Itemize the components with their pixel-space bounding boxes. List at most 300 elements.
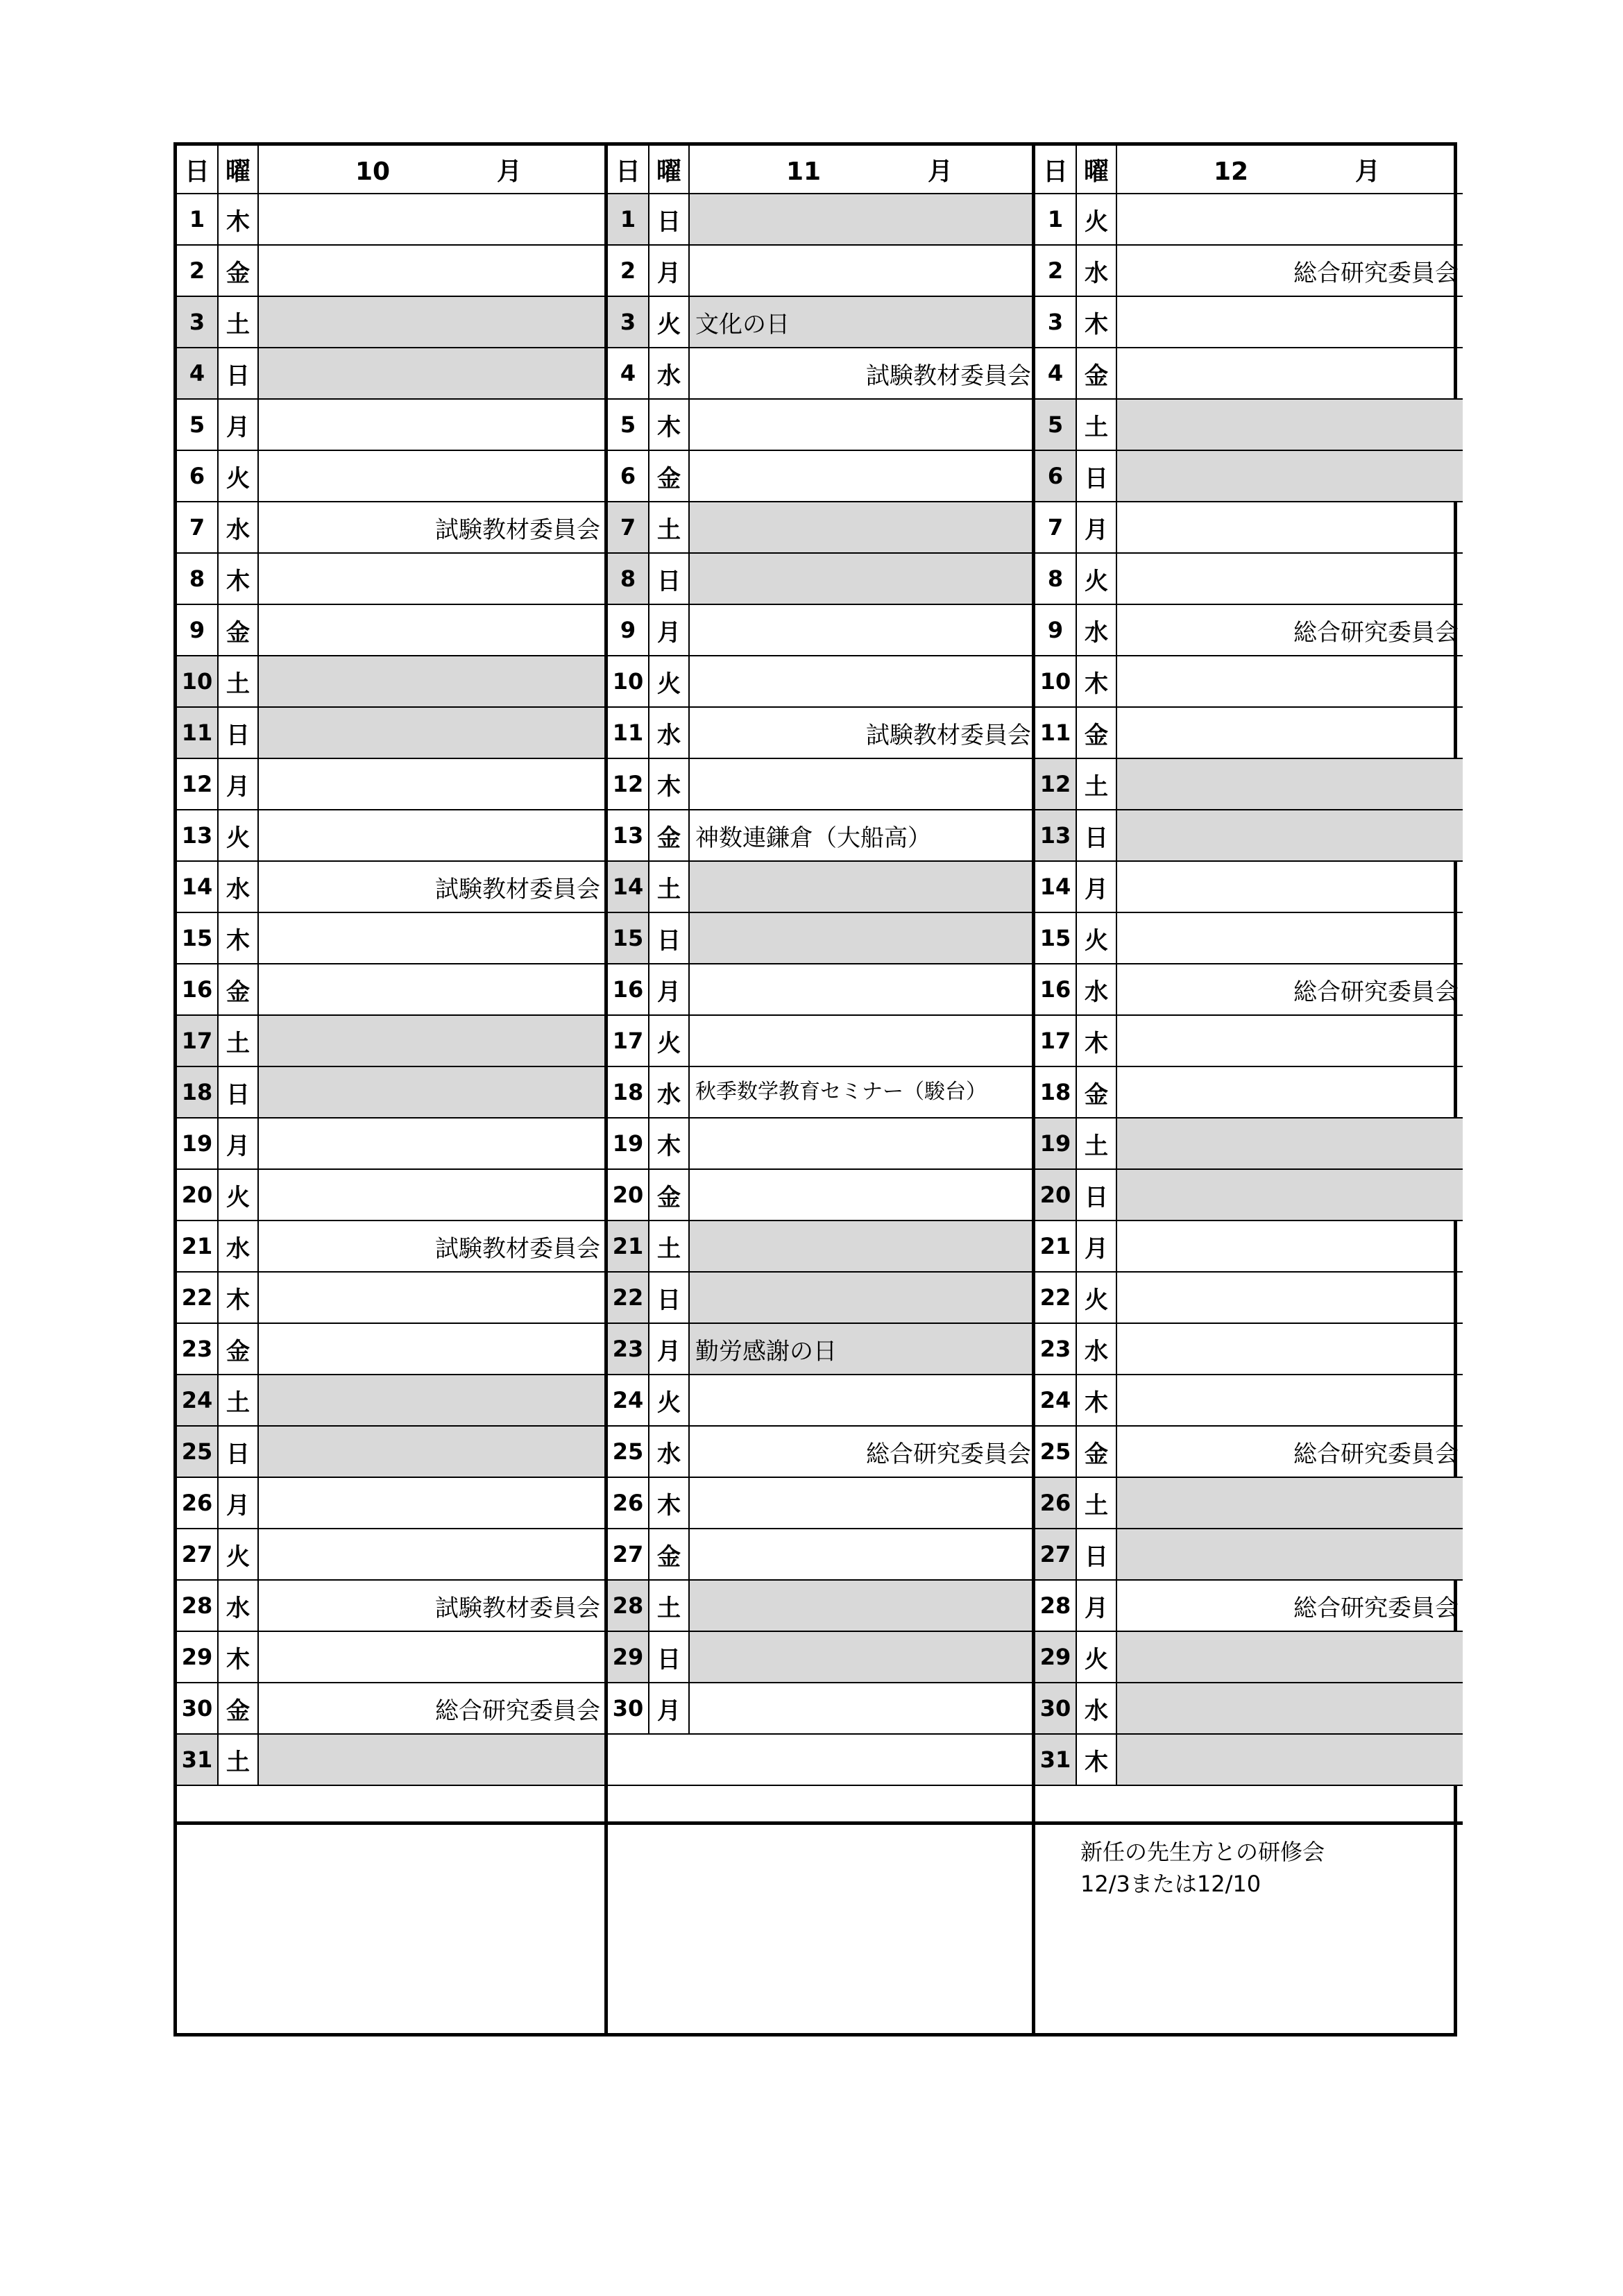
day-row <box>177 861 604 912</box>
day-row <box>608 1272 1035 1323</box>
event-cell: 試験教材委員会 <box>689 348 1035 399</box>
weekday: 金 <box>649 810 689 861</box>
weekday: 月 <box>649 964 689 1015</box>
day-number: 19 <box>608 1118 649 1169</box>
day-number: 24 <box>1035 1375 1076 1426</box>
day-number: 10 <box>177 656 218 707</box>
weekday: 日 <box>649 553 689 604</box>
weekday: 木 <box>1076 1015 1116 1066</box>
weekday: 金 <box>218 1683 258 1734</box>
day-row <box>1035 964 1463 1015</box>
weekday: 水 <box>649 1066 689 1118</box>
day-row <box>1035 502 1463 553</box>
weekday: 土 <box>218 296 258 348</box>
day-row <box>1035 1734 1463 1785</box>
month-header-row <box>1035 146 1463 194</box>
day-number: 3 <box>1035 296 1076 348</box>
day-number: 11 <box>177 707 218 758</box>
weekday: 金 <box>649 1169 689 1221</box>
day-number: 27 <box>608 1529 649 1580</box>
day-row <box>1035 399 1463 450</box>
weekday-column-header: 曜 <box>649 146 689 194</box>
day-number: 18 <box>1035 1066 1076 1118</box>
event-cell <box>689 912 1035 964</box>
day-number: 19 <box>177 1118 218 1169</box>
weekday: 金 <box>218 964 258 1015</box>
event-cell: 秋季数学教育セミナー（駿台） <box>689 1066 1035 1118</box>
event-cell <box>689 245 1035 296</box>
day-number: 13 <box>177 810 218 861</box>
event-cell: 試験教材委員会 <box>258 861 604 912</box>
event-cell: 勤労感謝の日 <box>689 1323 1035 1375</box>
month-number: 10 <box>355 157 391 186</box>
day-column-header: 日 <box>177 146 218 194</box>
weekday: 火 <box>218 810 258 861</box>
event-cell: 総合研究委員会 <box>689 1426 1035 1477</box>
day-row <box>608 1683 1035 1734</box>
weekday: 日 <box>649 912 689 964</box>
month-title <box>258 146 604 194</box>
day-number: 28 <box>608 1580 649 1631</box>
month-november <box>604 146 1035 2033</box>
weekday: 木 <box>1076 1734 1116 1785</box>
weekday: 土 <box>649 1580 689 1631</box>
event-cell <box>689 194 1035 245</box>
event-cell: 総合研究委員会 <box>1116 1426 1463 1477</box>
event-cell <box>1116 1683 1463 1734</box>
day-column-header: 日 <box>608 146 649 194</box>
day-number: 23 <box>608 1323 649 1375</box>
event-cell <box>1116 450 1463 502</box>
day-number: 31 <box>1035 1734 1076 1785</box>
day-row <box>608 1066 1035 1118</box>
day-number: 20 <box>608 1169 649 1221</box>
event-cell <box>1116 912 1463 964</box>
empty-row <box>608 1734 1035 1785</box>
event-cell <box>1116 707 1463 758</box>
event-cell <box>258 810 604 861</box>
day-number: 12 <box>608 758 649 810</box>
event-cell <box>258 1477 604 1529</box>
event-cell <box>689 758 1035 810</box>
event-cell <box>1116 1631 1463 1683</box>
footer-note: 新任の先生方との研修会 <box>1080 1839 1325 1865</box>
day-row <box>1035 810 1463 861</box>
weekday: 火 <box>1076 1631 1116 1683</box>
footer-note: 12/3または12/10 <box>1080 1871 1261 1897</box>
day-row <box>1035 1272 1463 1323</box>
event-cell <box>689 1477 1035 1529</box>
event-cell <box>689 1375 1035 1426</box>
notes-box <box>1035 1821 1463 2033</box>
day-number: 27 <box>177 1529 218 1580</box>
day-row <box>177 604 604 656</box>
day-row <box>177 810 604 861</box>
day-row <box>608 861 1035 912</box>
event-cell: 総合研究委員会 <box>258 1683 604 1734</box>
weekday: 木 <box>649 1477 689 1529</box>
weekday: 水 <box>218 1221 258 1272</box>
day-row <box>608 707 1035 758</box>
day-number: 9 <box>177 604 218 656</box>
event-cell: 試験教材委員会 <box>258 1580 604 1631</box>
day-number: 12 <box>177 758 218 810</box>
weekday: 火 <box>649 656 689 707</box>
event-cell <box>258 1426 604 1477</box>
day-number: 5 <box>177 399 218 450</box>
day-row <box>177 348 604 399</box>
day-number: 23 <box>1035 1323 1076 1375</box>
weekday: 土 <box>1076 1477 1116 1529</box>
day-row <box>1035 1683 1463 1734</box>
day-row <box>177 1426 604 1477</box>
day-row <box>608 758 1035 810</box>
day-number: 12 <box>1035 758 1076 810</box>
event-cell: 総合研究委員会 <box>1116 964 1463 1015</box>
event-cell <box>258 1529 604 1580</box>
event-cell <box>258 399 604 450</box>
day-row <box>1035 758 1463 810</box>
weekday: 日 <box>649 1631 689 1683</box>
event-cell <box>258 1272 604 1323</box>
day-row <box>177 1477 604 1529</box>
event-cell <box>258 1118 604 1169</box>
weekday: 日 <box>1076 810 1116 861</box>
day-row <box>608 1118 1035 1169</box>
weekday: 土 <box>1076 758 1116 810</box>
day-number: 8 <box>177 553 218 604</box>
day-number: 17 <box>608 1015 649 1066</box>
day-row <box>177 296 604 348</box>
day-row <box>177 1118 604 1169</box>
event-cell <box>689 1118 1035 1169</box>
month-title <box>1116 146 1463 194</box>
weekday-column-header: 曜 <box>218 146 258 194</box>
event-cell <box>689 1529 1035 1580</box>
event-cell <box>258 1375 604 1426</box>
day-number: 17 <box>1035 1015 1076 1066</box>
weekday: 月 <box>1076 861 1116 912</box>
event-cell <box>1116 348 1463 399</box>
day-number: 24 <box>177 1375 218 1426</box>
event-cell: 総合研究委員会 <box>1116 604 1463 656</box>
day-number: 31 <box>177 1734 218 1785</box>
weekday: 水 <box>649 348 689 399</box>
day-number: 26 <box>1035 1477 1076 1529</box>
day-row <box>1035 1426 1463 1477</box>
event-cell <box>258 348 604 399</box>
day-number: 3 <box>177 296 218 348</box>
weekday: 土 <box>649 502 689 553</box>
weekday: 月 <box>218 399 258 450</box>
event-cell <box>1116 1323 1463 1375</box>
day-number: 9 <box>608 604 649 656</box>
day-row <box>608 502 1035 553</box>
month-header-row <box>177 146 604 194</box>
weekday: 日 <box>218 1066 258 1118</box>
day-number: 3 <box>608 296 649 348</box>
day-row <box>1035 1015 1463 1066</box>
day-row <box>177 245 604 296</box>
day-number: 19 <box>1035 1118 1076 1169</box>
event-cell <box>1116 502 1463 553</box>
day-number: 28 <box>1035 1580 1076 1631</box>
day-row <box>177 1734 604 1785</box>
day-row <box>177 1631 604 1683</box>
day-row <box>177 450 604 502</box>
event-cell <box>1116 656 1463 707</box>
day-number: 4 <box>1035 348 1076 399</box>
weekday: 月 <box>649 1323 689 1375</box>
event-cell: 総合研究委員会 <box>1116 245 1463 296</box>
day-number: 15 <box>608 912 649 964</box>
day-row <box>177 1683 604 1734</box>
event-cell <box>1116 1477 1463 1529</box>
day-row <box>608 1015 1035 1066</box>
weekday: 土 <box>218 1375 258 1426</box>
event-cell <box>689 553 1035 604</box>
day-row <box>1035 604 1463 656</box>
weekday: 土 <box>218 1015 258 1066</box>
day-row <box>608 399 1035 450</box>
month-title <box>689 146 1035 194</box>
weekday: 火 <box>218 450 258 502</box>
month-october <box>177 146 604 2033</box>
event-cell <box>689 1683 1035 1734</box>
day-number: 29 <box>608 1631 649 1683</box>
day-row <box>1035 656 1463 707</box>
event-cell <box>1116 1015 1463 1066</box>
day-row <box>608 1580 1035 1631</box>
day-row <box>608 1426 1035 1477</box>
month-header-row <box>608 146 1035 194</box>
weekday: 木 <box>649 399 689 450</box>
day-row <box>608 656 1035 707</box>
day-number: 16 <box>608 964 649 1015</box>
day-row <box>608 604 1035 656</box>
event-cell <box>258 707 604 758</box>
day-row <box>608 1169 1035 1221</box>
weekday: 水 <box>1076 604 1116 656</box>
event-cell <box>1116 399 1463 450</box>
event-cell <box>258 1631 604 1683</box>
weekday: 日 <box>1076 450 1116 502</box>
weekday: 水 <box>1076 964 1116 1015</box>
weekday: 水 <box>218 861 258 912</box>
weekday: 日 <box>218 1426 258 1477</box>
weekday: 月 <box>218 1118 258 1169</box>
event-cell <box>689 1221 1035 1272</box>
weekday: 土 <box>649 861 689 912</box>
event-cell <box>258 450 604 502</box>
weekday: 木 <box>1076 1375 1116 1426</box>
event-cell <box>1116 1734 1463 1785</box>
day-row <box>177 1580 604 1631</box>
day-row <box>1035 707 1463 758</box>
event-cell <box>258 1066 604 1118</box>
event-cell <box>258 1734 604 1785</box>
event-cell <box>258 656 604 707</box>
weekday: 木 <box>1076 296 1116 348</box>
event-cell: 総合研究委員会 <box>1116 1580 1463 1631</box>
day-number: 30 <box>608 1683 649 1734</box>
month-table <box>608 146 1035 1786</box>
day-row <box>608 450 1035 502</box>
day-row <box>608 553 1035 604</box>
event-cell <box>258 194 604 245</box>
day-number: 13 <box>608 810 649 861</box>
day-row <box>608 348 1035 399</box>
day-row <box>177 502 604 553</box>
event-cell <box>1116 1169 1463 1221</box>
day-row <box>608 964 1035 1015</box>
day-number: 7 <box>1035 502 1076 553</box>
event-cell <box>1116 861 1463 912</box>
day-number: 28 <box>177 1580 218 1631</box>
weekday-column-header: 曜 <box>1076 146 1116 194</box>
event-cell <box>689 1580 1035 1631</box>
weekday: 金 <box>1076 1426 1116 1477</box>
day-row <box>608 1529 1035 1580</box>
day-number: 22 <box>608 1272 649 1323</box>
event-cell <box>258 1015 604 1066</box>
day-row <box>177 1221 604 1272</box>
event-cell <box>1116 1529 1463 1580</box>
weekday: 水 <box>1076 245 1116 296</box>
day-row <box>1035 245 1463 296</box>
day-row <box>1035 553 1463 604</box>
weekday: 土 <box>649 1221 689 1272</box>
event-cell: 試験教材委員会 <box>689 707 1035 758</box>
event-cell <box>1116 758 1463 810</box>
weekday: 月 <box>649 604 689 656</box>
weekday: 火 <box>649 1375 689 1426</box>
day-row <box>177 707 604 758</box>
weekday: 日 <box>218 348 258 399</box>
day-number: 14 <box>177 861 218 912</box>
weekday: 金 <box>1076 707 1116 758</box>
weekday: 火 <box>649 296 689 348</box>
weekday: 水 <box>218 502 258 553</box>
month-number: 11 <box>785 157 822 186</box>
day-number: 2 <box>608 245 649 296</box>
weekday: 金 <box>1076 348 1116 399</box>
day-number: 9 <box>1035 604 1076 656</box>
day-row <box>1035 1580 1463 1631</box>
event-cell <box>1116 194 1463 245</box>
day-number: 7 <box>608 502 649 553</box>
weekday: 火 <box>1076 912 1116 964</box>
event-cell <box>258 604 604 656</box>
day-row <box>608 912 1035 964</box>
day-row <box>177 964 604 1015</box>
day-row <box>177 399 604 450</box>
day-number: 29 <box>177 1631 218 1683</box>
event-cell <box>689 656 1035 707</box>
event-cell <box>689 964 1035 1015</box>
weekday: 月 <box>218 1477 258 1529</box>
day-row <box>177 1066 604 1118</box>
day-row <box>608 1221 1035 1272</box>
day-row <box>177 553 604 604</box>
month-table <box>1035 146 1463 1786</box>
weekday: 金 <box>649 450 689 502</box>
day-number: 2 <box>1035 245 1076 296</box>
weekday: 月 <box>1076 1580 1116 1631</box>
month-number: 12 <box>1213 157 1249 186</box>
day-number: 15 <box>1035 912 1076 964</box>
day-row <box>608 1477 1035 1529</box>
weekday: 木 <box>1076 656 1116 707</box>
day-number: 24 <box>608 1375 649 1426</box>
day-number: 30 <box>177 1683 218 1734</box>
day-number: 21 <box>608 1221 649 1272</box>
event-cell <box>258 245 604 296</box>
event-cell <box>689 861 1035 912</box>
day-row <box>177 1375 604 1426</box>
weekday: 火 <box>649 1015 689 1066</box>
event-cell <box>1116 1066 1463 1118</box>
day-row <box>1035 1221 1463 1272</box>
weekday: 水 <box>218 1580 258 1631</box>
weekday: 火 <box>1076 1272 1116 1323</box>
event-cell <box>258 1169 604 1221</box>
day-number: 30 <box>1035 1683 1076 1734</box>
weekday: 月 <box>1076 502 1116 553</box>
weekday: 月 <box>1076 1221 1116 1272</box>
event-cell <box>689 399 1035 450</box>
weekday: 水 <box>649 1426 689 1477</box>
day-number: 20 <box>1035 1169 1076 1221</box>
day-row <box>1035 1631 1463 1683</box>
weekday: 金 <box>218 245 258 296</box>
day-number: 5 <box>1035 399 1076 450</box>
event-cell <box>689 450 1035 502</box>
weekday: 日 <box>649 1272 689 1323</box>
weekday: 木 <box>218 553 258 604</box>
month-table <box>177 146 604 1786</box>
weekday: 日 <box>649 194 689 245</box>
event-cell <box>689 1272 1035 1323</box>
day-row <box>177 1169 604 1221</box>
weekday: 木 <box>218 1631 258 1683</box>
weekday: 日 <box>1076 1529 1116 1580</box>
weekday: 火 <box>1076 194 1116 245</box>
day-number: 25 <box>1035 1426 1076 1477</box>
day-row <box>1035 1169 1463 1221</box>
day-number: 14 <box>1035 861 1076 912</box>
event-cell <box>258 1323 604 1375</box>
day-row <box>177 1529 604 1580</box>
weekday: 金 <box>218 1323 258 1375</box>
day-number: 10 <box>608 656 649 707</box>
weekday: 日 <box>1076 1169 1116 1221</box>
day-column-header: 日 <box>1035 146 1076 194</box>
day-number: 25 <box>608 1426 649 1477</box>
weekday: 土 <box>218 1734 258 1785</box>
event-cell <box>689 1631 1035 1683</box>
notes-box <box>177 1821 604 2033</box>
event-cell: 試験教材委員会 <box>258 502 604 553</box>
day-number: 2 <box>177 245 218 296</box>
day-number: 23 <box>177 1323 218 1375</box>
day-number: 26 <box>608 1477 649 1529</box>
day-number: 21 <box>177 1221 218 1272</box>
event-cell: 神数連鎌倉（大船高） <box>689 810 1035 861</box>
weekday: 木 <box>649 1118 689 1169</box>
weekday: 水 <box>1076 1683 1116 1734</box>
day-number: 13 <box>1035 810 1076 861</box>
